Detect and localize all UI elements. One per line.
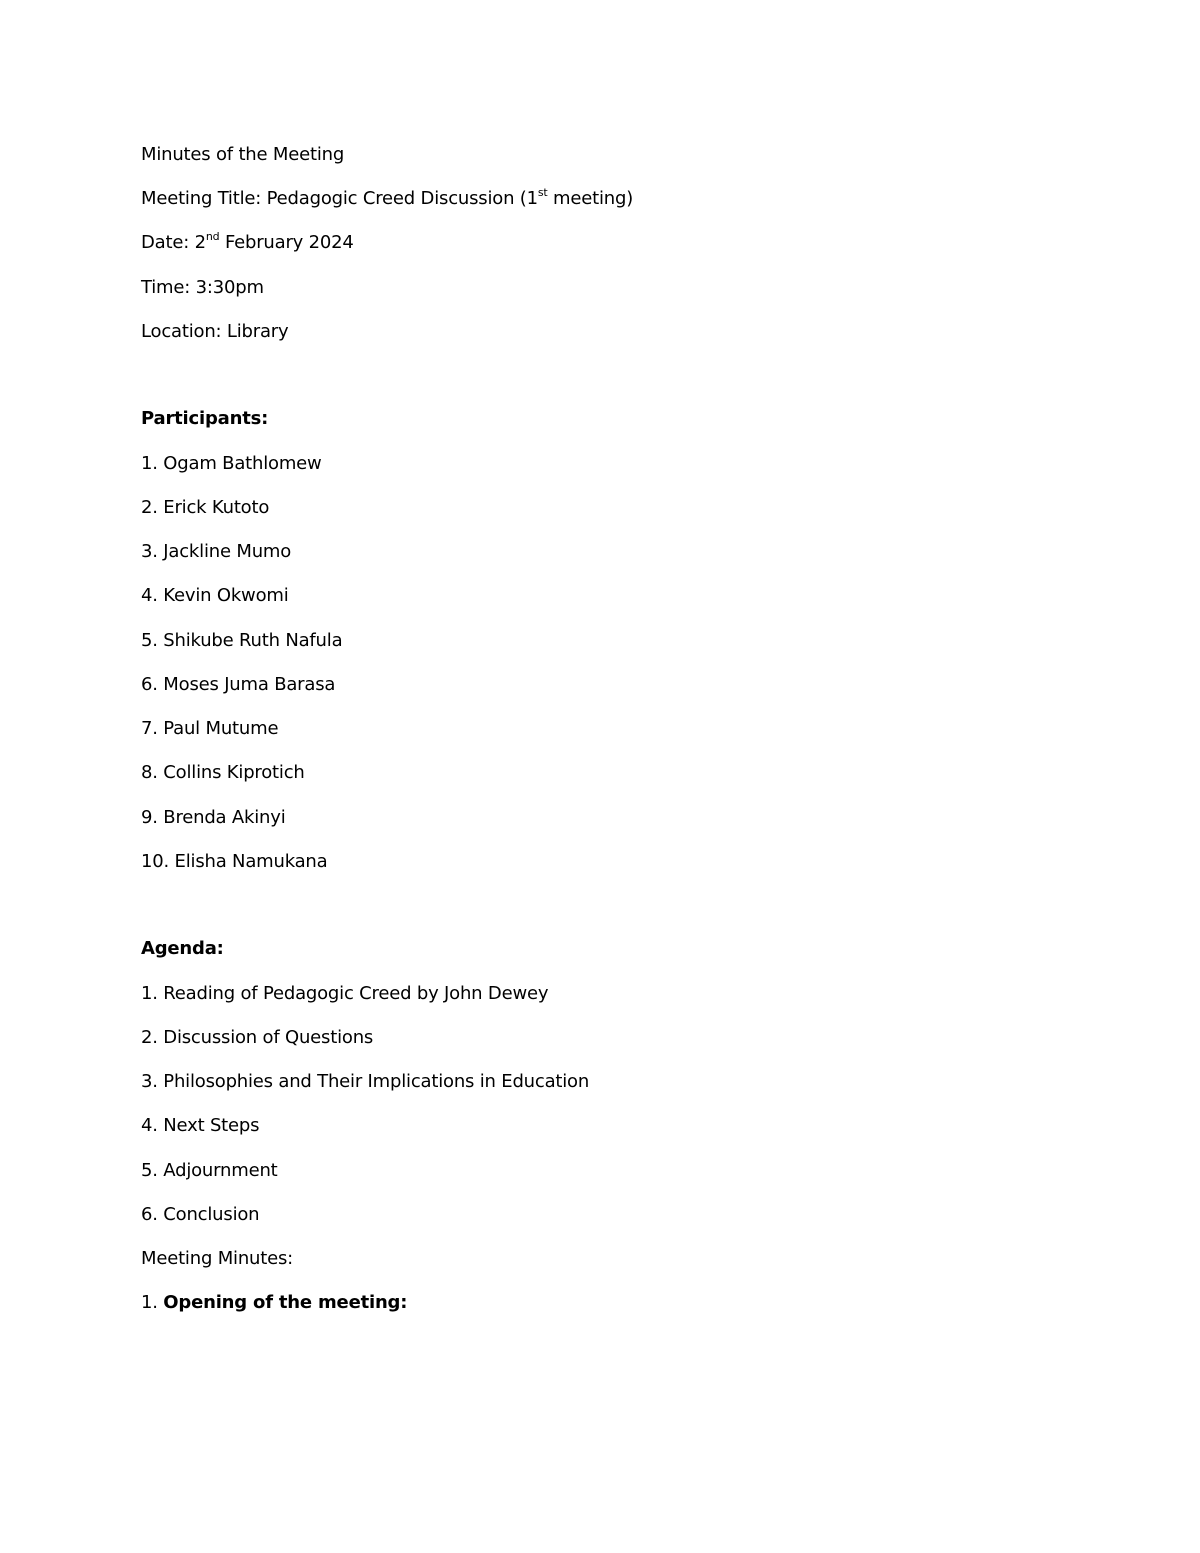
participant-item: 1. Ogam Bathlomew [141, 453, 322, 474]
agenda-item: 1. Reading of Pedagogic Creed by John Dewey [141, 983, 549, 1004]
meeting-time: Time: 3:30pm [141, 277, 264, 298]
minutes-item-title: Opening of the meeting: [163, 1292, 408, 1313]
meeting-title-end: meeting) [547, 188, 634, 209]
participant-item: 3. Jackline Mumo [141, 541, 292, 562]
participant-item: 9. Brenda Akinyi [141, 807, 286, 828]
meeting-title-label: Meeting Title: [141, 188, 267, 209]
meeting-date-superscript: nd [205, 230, 220, 243]
meeting-title-text: Pedagogic Creed Discussion (1 [266, 188, 538, 209]
meeting-title-superscript: st [537, 186, 548, 199]
meeting-minutes-heading: Meeting Minutes: [141, 1248, 294, 1269]
participant-item: 8. Collins Kiprotich [141, 762, 305, 783]
agenda-item: 2. Discussion of Questions [141, 1027, 374, 1048]
agenda-item: 4. Next Steps [141, 1115, 260, 1136]
participant-item: 4. Kevin Okwomi [141, 585, 289, 606]
participants-heading: Participants: [141, 408, 269, 429]
agenda-item: 3. Philosophies and Their Implications in Education [141, 1071, 590, 1092]
participant-item: 10. Elisha Namukana [141, 851, 328, 872]
meeting-date-line [141, 232, 354, 254]
minutes-item-number: 1. [141, 1292, 164, 1313]
participant-item: 6. Moses Juma Barasa [141, 674, 336, 695]
meeting-title-line [141, 188, 633, 210]
meeting-location: Location: Library [141, 321, 289, 342]
meeting-date-label: Date: 2 [141, 232, 206, 253]
participant-item: 2. Erick Kutoto [141, 497, 270, 518]
agenda-item: 5. Adjournment [141, 1160, 278, 1181]
agenda-heading: Agenda: [141, 938, 224, 959]
meeting-date-end: February 2024 [219, 232, 354, 253]
participant-item: 7. Paul Mutume [141, 718, 279, 739]
participant-item: 5. Shikube Ruth Nafula [141, 630, 343, 651]
agenda-item: 6. Conclusion [141, 1204, 260, 1225]
minutes-item [141, 1292, 407, 1314]
document-title: Minutes of the Meeting [141, 144, 345, 165]
